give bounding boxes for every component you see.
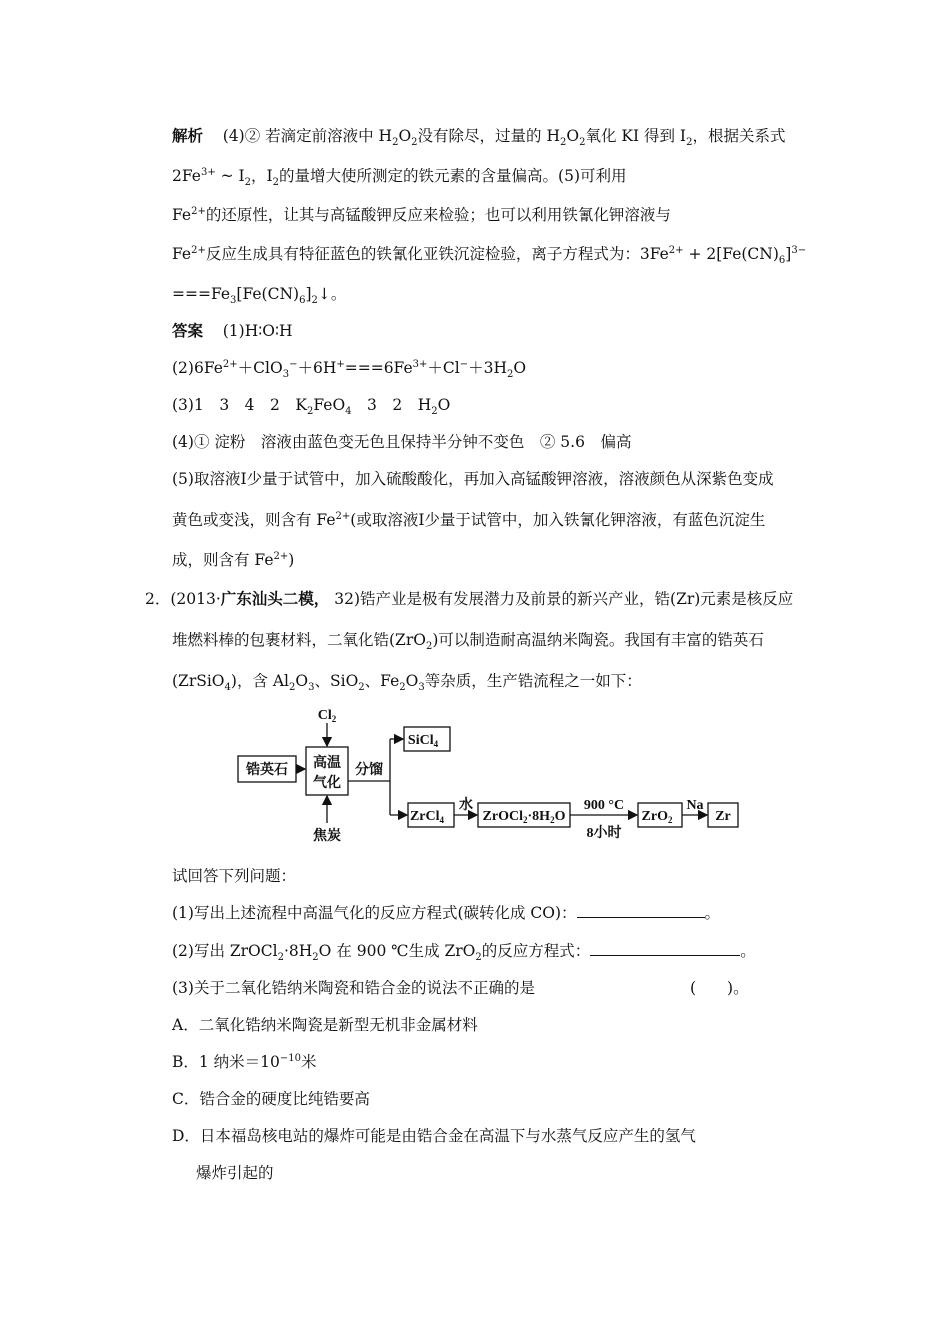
- question-2: (2)写出 $ZrOCl_2\cdot 8H_2O$ 在 900 ℃生成 ZrO$_2$的反应方程式： 。: [172, 942, 756, 964]
- question-1: (1)写出上述流程中高温气化的反应方程式(碳转化成 CO)： 。: [172, 904, 721, 922]
- questions-intro: 试回答下列问题：: [172, 867, 297, 885]
- gasify-label-1: 高温: [313, 756, 341, 771]
- zr-label: Zr: [715, 809, 731, 824]
- temperature-label: 900 °C: [583, 798, 625, 813]
- gasify-label-2: 气化: [313, 776, 341, 791]
- question-2-line-2: 堆燃料棒的包裹材料，二氧化锆(ZrO$_2$)可以制造耐高温纳米陶瓷。我国有丰富的锆英石: [172, 631, 764, 653]
- option-c: C．锆合金的硬度比纯锆要高: [172, 1090, 370, 1108]
- sicl4-label: SiCl$_4$: [407, 733, 439, 749]
- option-d-line-2: 爆炸引起的: [196, 1164, 274, 1182]
- answer-line-2: $(2)6Fe^{2+}+ClO_3^-+6H^+===6Fe^{3+}+Cl^-+3H_2O$: [172, 358, 527, 381]
- cl2-label: $Cl_2$: [317, 708, 337, 724]
- question-number: 2．: [145, 590, 171, 608]
- question-2-line-3: (ZrSiO$_4$)，含 $Al_2O_3$、SiO$_2$、$Fe_2O_3$等杂质，生产锆流程之一如下：: [172, 672, 642, 694]
- answer-line-5: (5)取溶液Ⅰ少量于试管中，加入硫酸酸化，再加入高锰酸钾溶液，溶液颜色从深紫色变成: [172, 470, 774, 488]
- answer-blank-2[interactable]: [590, 941, 740, 956]
- analysis-line-4: $Fe^{2+}$反应生成具有特征蓝色的铁氰化亚铁沉淀检验，离子方程式为：$3Fe^{2+} + 2[Fe(CN)_6]^{3-}$: [172, 244, 807, 267]
- zrocl2-label: $ZrOCl_2\cdot 8H_2O$: [482, 809, 566, 825]
- answer-label: 答案: [172, 321, 204, 340]
- coke-label: 焦炭: [313, 829, 341, 844]
- answer-line-6: 黄色或变浅，则含有 $Fe^{2+}$(或取溶液Ⅰ少量于试管中，加入铁氰化钾溶液，有蓝色沉淀生: [172, 510, 766, 529]
- option-b: B．1 纳米$=10^{-10}$米: [172, 1052, 317, 1071]
- analysis-line-3: $Fe^{2+}$的还原性，让其与高锰酸钾反应来检验；也可以利用铁氰化钾溶液与: [172, 205, 671, 224]
- answer-line-7: 成，则含有 $Fe^{2+}$): [172, 550, 295, 569]
- answer-line-4: (4)① 淀粉 溶液由蓝色变无色且保持半分钟不变色 ② 5.6 偏高: [172, 433, 632, 451]
- analysis-line-5: $===Fe_3[Fe(CN)_6]_2↓$。: [172, 285, 347, 307]
- answer-blank-1[interactable]: [577, 903, 705, 918]
- analysis-label: 解析: [172, 126, 204, 145]
- time-label: 8小时: [586, 826, 622, 841]
- question-3: (3)关于二氧化锆纳米陶瓷和锆合金的说法不正确的是: [172, 979, 535, 997]
- distill-label: 分馏: [355, 763, 383, 778]
- question-2-line-1: 2．(2013·广东汕头二模， 32)锆产业是极有发展潜力及前景的新兴产业，锆(Zr)元素是核反应: [145, 589, 794, 608]
- answer-line-3: (3)1 3 4 2 $K_2FeO_4$ 3 2 $H_2O$: [172, 396, 451, 418]
- option-d-line-1: D．日本福岛核电站的爆炸可能是由锆合金在高温下与水蒸气反应产生的氢气: [172, 1127, 696, 1145]
- answer-line-1: 答案 (1)H∶O∶H: [172, 321, 293, 340]
- question-3-answer-paren[interactable]: ( )。: [690, 979, 749, 997]
- zircon-label: 锆英石: [246, 763, 288, 778]
- option-a: A．二氧化锆纳米陶瓷是新型无机非金属材料: [172, 1016, 478, 1034]
- process-flow-diagram: [236, 707, 746, 847]
- water-label: 水: [459, 798, 473, 813]
- na-label: Na: [686, 798, 704, 813]
- zrcl4-label: ZrCl$_4$: [409, 809, 445, 825]
- analysis-line-1: 解析 (4)② 若滴定前溶液中 $H_2O_2$没有除尽，过量的 $H_2O_2$氧化 KI 得到 $I_2$，根据关系式: [172, 126, 786, 149]
- zro2-label: ZrO$_2$: [641, 809, 673, 825]
- analysis-line-2: $2Fe^{3+}$ ~ $I_2$，$I_2$的量增大使所测定的铁元素的含量偏高。(5)可利用: [172, 166, 627, 189]
